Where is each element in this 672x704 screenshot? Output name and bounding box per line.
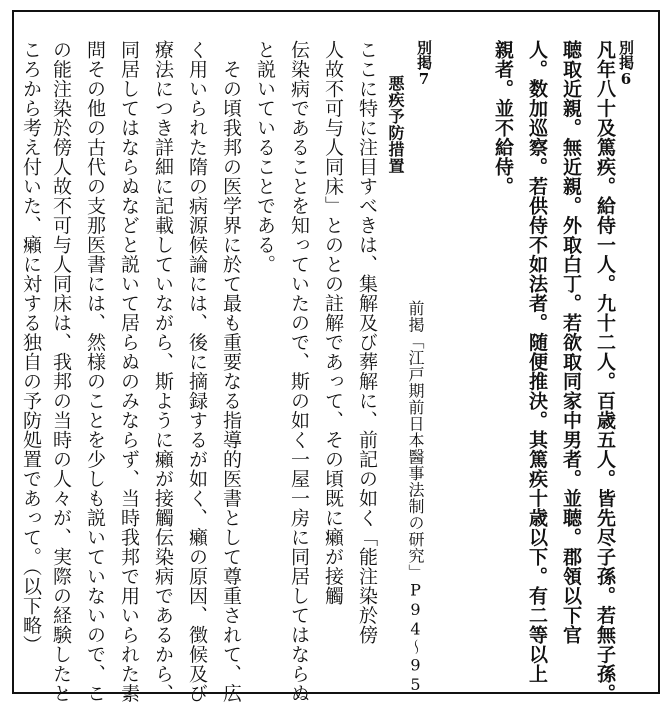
section6-line-3: 人。数加巡察。若供侍不如法者。随便推決。其篤疾十歳以下。有二等以上 <box>526 40 548 684</box>
section7-para-line-6: く用いられた隋の病源候論には、後に摘録するが如く、癩の原因、徴候及び <box>186 40 208 703</box>
section7-para-line-5: その頃我邦の医学界に於て最も重要なる指導的医書として尊重されて、広 <box>220 40 242 703</box>
section7-para-line-7: 療法につき詳細に記載していながら、斯ように癩が接觸伝染病であるから、 <box>152 40 174 703</box>
section7-heading: 悪疾予防措置 <box>386 75 405 174</box>
section7-para-line-10: の能注染於傍人故不可与人同床は、我邦の当時の人々が、実際の経験したと <box>50 40 72 703</box>
section6-line-2: 聴取近親。無近親。外取白丁。若欲取同家中男者。並聴。郡領以下官 <box>560 40 582 645</box>
section7-para-line-2: 人故不可与人同床」とのとの註解であって、その頃既に癩が接觸 <box>322 40 344 606</box>
section7-para-line-9: 問その他の古代の支那医書には、然様のことを少しも説いていないので、こ <box>84 40 106 703</box>
section6-line-1: 凡年八十及篤疾。給侍一人。九十二人。百歳五人。皆先尽子孫。若無子孫。 <box>594 40 616 703</box>
section7-para-line-4: と説いていることである。 <box>254 40 276 274</box>
section7-para-line-3: 伝染病であることを知っていたので、斯の如く一屋一房に同居してはならぬ <box>288 40 310 703</box>
section6-line-4: 親者。並不給侍。 <box>492 40 514 196</box>
section7-para-line-1: ここに特に注目すべきは、集解及び葬解に、前記の如く「能注染於傍 <box>356 40 378 645</box>
section7-para-line-11: ころから考え付いた、癩に対する独自の予防処置であって。（以下略） <box>20 40 42 655</box>
section7-para-line-8: 同居してはならぬなどと説いて居らぬのみならず、当時我邦で用いられた素 <box>118 40 140 703</box>
section6-label: 別掲6 <box>617 40 635 88</box>
section7-label: 別掲7 <box>415 40 433 88</box>
section7-source: 前掲「江戸期前日本醫事法制の研究」P94〜95 <box>406 300 425 695</box>
